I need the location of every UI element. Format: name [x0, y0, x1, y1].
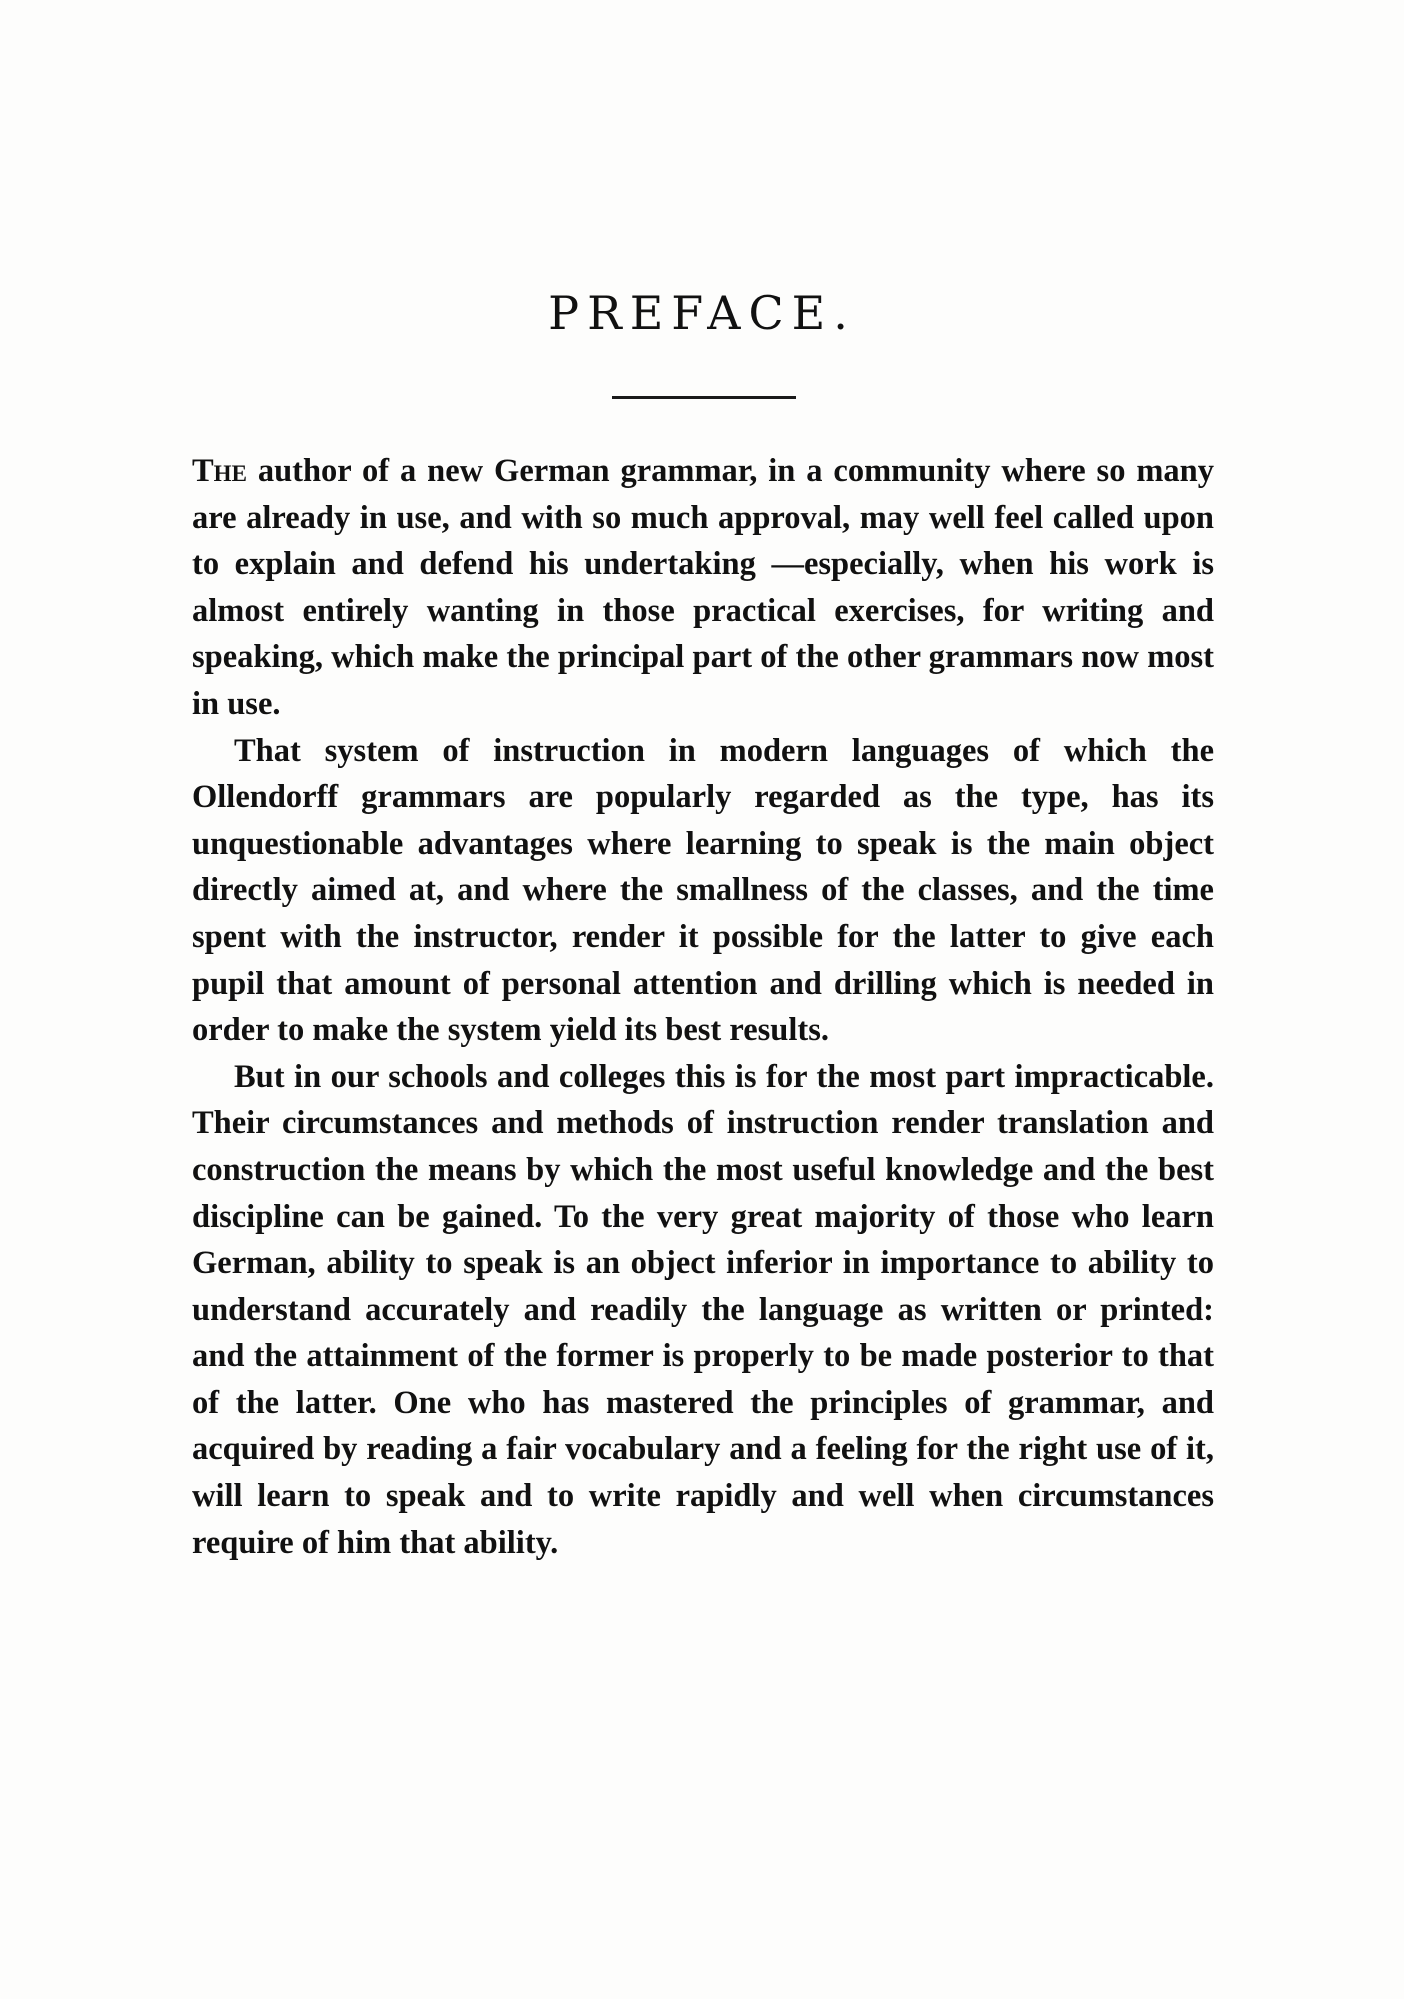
title-rule: [612, 396, 796, 399]
paragraph-2: That system of instruction in modern languages of which the Ollendorff grammars are popularly regarded as the type, has its unquestionable advantages where learning to speak is the main object directly aimed at, and where the smallness of the classes, and the time spent with the instructor, render it possible for the latter to give each pupil that amount of personal attention and drilling which is needed in order to make the system yield its best results.: [192, 732, 1214, 1049]
paragraph-1-lead-word: The: [192, 453, 247, 489]
page-title: PREFACE.: [548, 286, 856, 340]
paragraph-1: [192, 448, 1214, 728]
preface-body: [192, 448, 1214, 1566]
paragraph-1-text: author of a new German grammar, in a community where so many are already in use, and with so much approval, may well feel called upon to explain and defend his undertaking —especially, when his work is almost entirely wanting in those practical exercises, for writing and speaking, which make the principal part of the other grammars now most in use.: [192, 453, 1214, 722]
paragraph-3: But in our schools and colleges this is for the most part impracticable. Their circumstances and methods of instruction render translation and construction the means by which the most useful knowledge and the best discipline can be gained. To the very great majority of those who learn German, ability to speak is an object inferior in importance to ability to understand accurately and readily the language as written or printed: and the attainment of the former is properly to be made posterior to that of the latter. One who has mastered the principles of grammar, and acquired by reading a fair vocabulary and a feeling for the right use of it, will learn to speak and to write rapidly and well when circumstances require of him that ability.: [192, 1058, 1214, 1561]
